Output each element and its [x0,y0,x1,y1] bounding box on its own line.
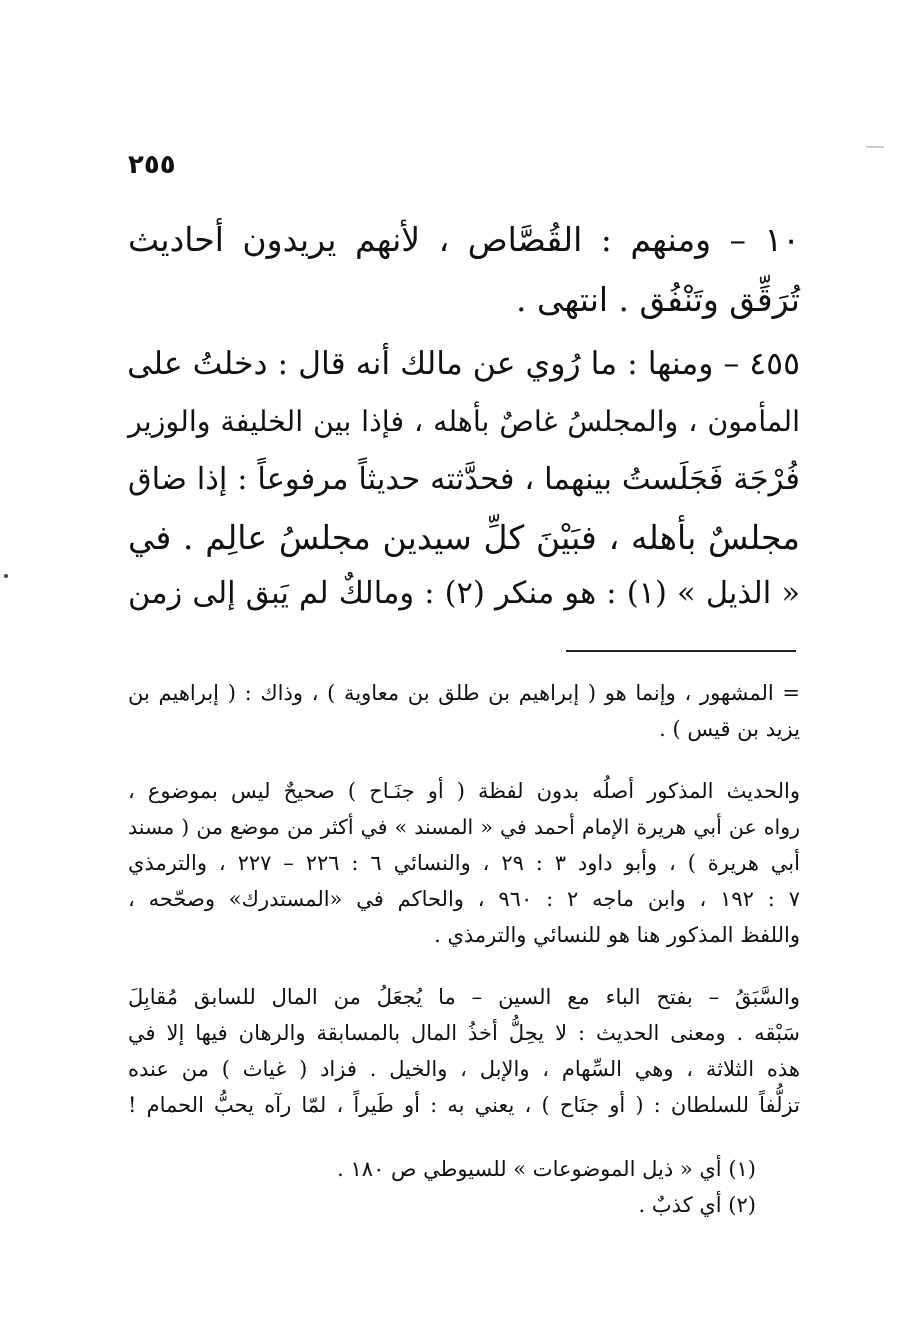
footnote-line: يزيد بن قيس ) . [659,717,800,741]
footnote-line: أبي هريرة ) ، وأبو داود ٣ : ٢٩ ، والنسائي ٦ : ٢٢٦ – ٢٢٧ ، والترمذي [128,851,800,875]
page-number: ٢٥٥ [128,150,176,180]
footnote-line: رواه عن أبي هريرة الإمام أحمد في « المسند » في أكثر من موضع من ( مسند [128,815,800,839]
footnote-line: والسَّبَقُ – بفتح الباء مع السين – ما يُجعَلُ من المال للسابق مُقابِلَ [128,985,800,1009]
footnote-line: ٧ : ١٩٢ ، وابن ماجه ٢ : ٩٦٠ ، والحاكم في «المستدرك» وصحّحه ، [128,887,800,911]
footnote-line: = المشهور ، وإنما هو ( إبراهيم بن طلق بن معاوية ) ، وذاك : ( إبراهيم بن [128,681,800,705]
footnote-separator [566,650,796,652]
footnote-line: واللفظ المذكور هنا هو للنسائي والترمذي . [434,923,800,947]
footnote-1: (١) أي « ذيل الموضوعات » للسيوطي ص ١٨٠ . [337,1157,756,1181]
footnote-line: سَبْقه . ومعنى الحديث : لا يحِلُّ أخذُ المال بالمسابقة والرهان فيها إلا في [128,1021,800,1045]
text-line: تُرَقِّق وتَنْفُق . انتهى . [516,280,800,319]
text-line: ١٠ – ومنهم : القُصَّاص ، لأنهم يريدون أحاديث [128,220,800,259]
text-line: فُرْجَة فَجَلَستُ بينهما ، فحدَّثته حديثاً مرفوعاً : إذا ضاق [128,462,800,497]
text-line: مجلسٌ بأهله ، فبَيْنَ كلِّ سيدين مجلسُ عالِم . في [128,518,800,557]
text-line: ٤٥٥ – ومنها : ما رُوي عن مالك أنه قال : دخلتُ على [127,346,800,382]
footnote-line: والحديث المذكور أصلُه بدون لفظة ( أو جنَـاح ) صحيحٌ ليس بموضوع ، [128,779,800,803]
text-line: المأمون ، والمجلسُ غاصٌ بأهله ، فإذا بين الخليفة والوزير [128,405,800,438]
footnote-line: تزلُّفاً للسلطان : ( أو جنَاح ) ، يعني به : أو طَيراً ، لمّا رآه يحبُّ الحمام ! [128,1093,800,1117]
footnote-line: هذه الثلاثة ، وهي السِّهام ، والإبل ، والخيل . فزاد ( غياث ) من عنده [128,1057,800,1081]
footnote-2: (٢) أي كذبٌ . [638,1193,756,1217]
scan-mark [866,146,884,148]
text-line: « الذيل » (١) : هو منكر (٢) : ومالكٌ لم يَبق إلى زمن [128,576,800,611]
scan-dot [4,574,8,578]
